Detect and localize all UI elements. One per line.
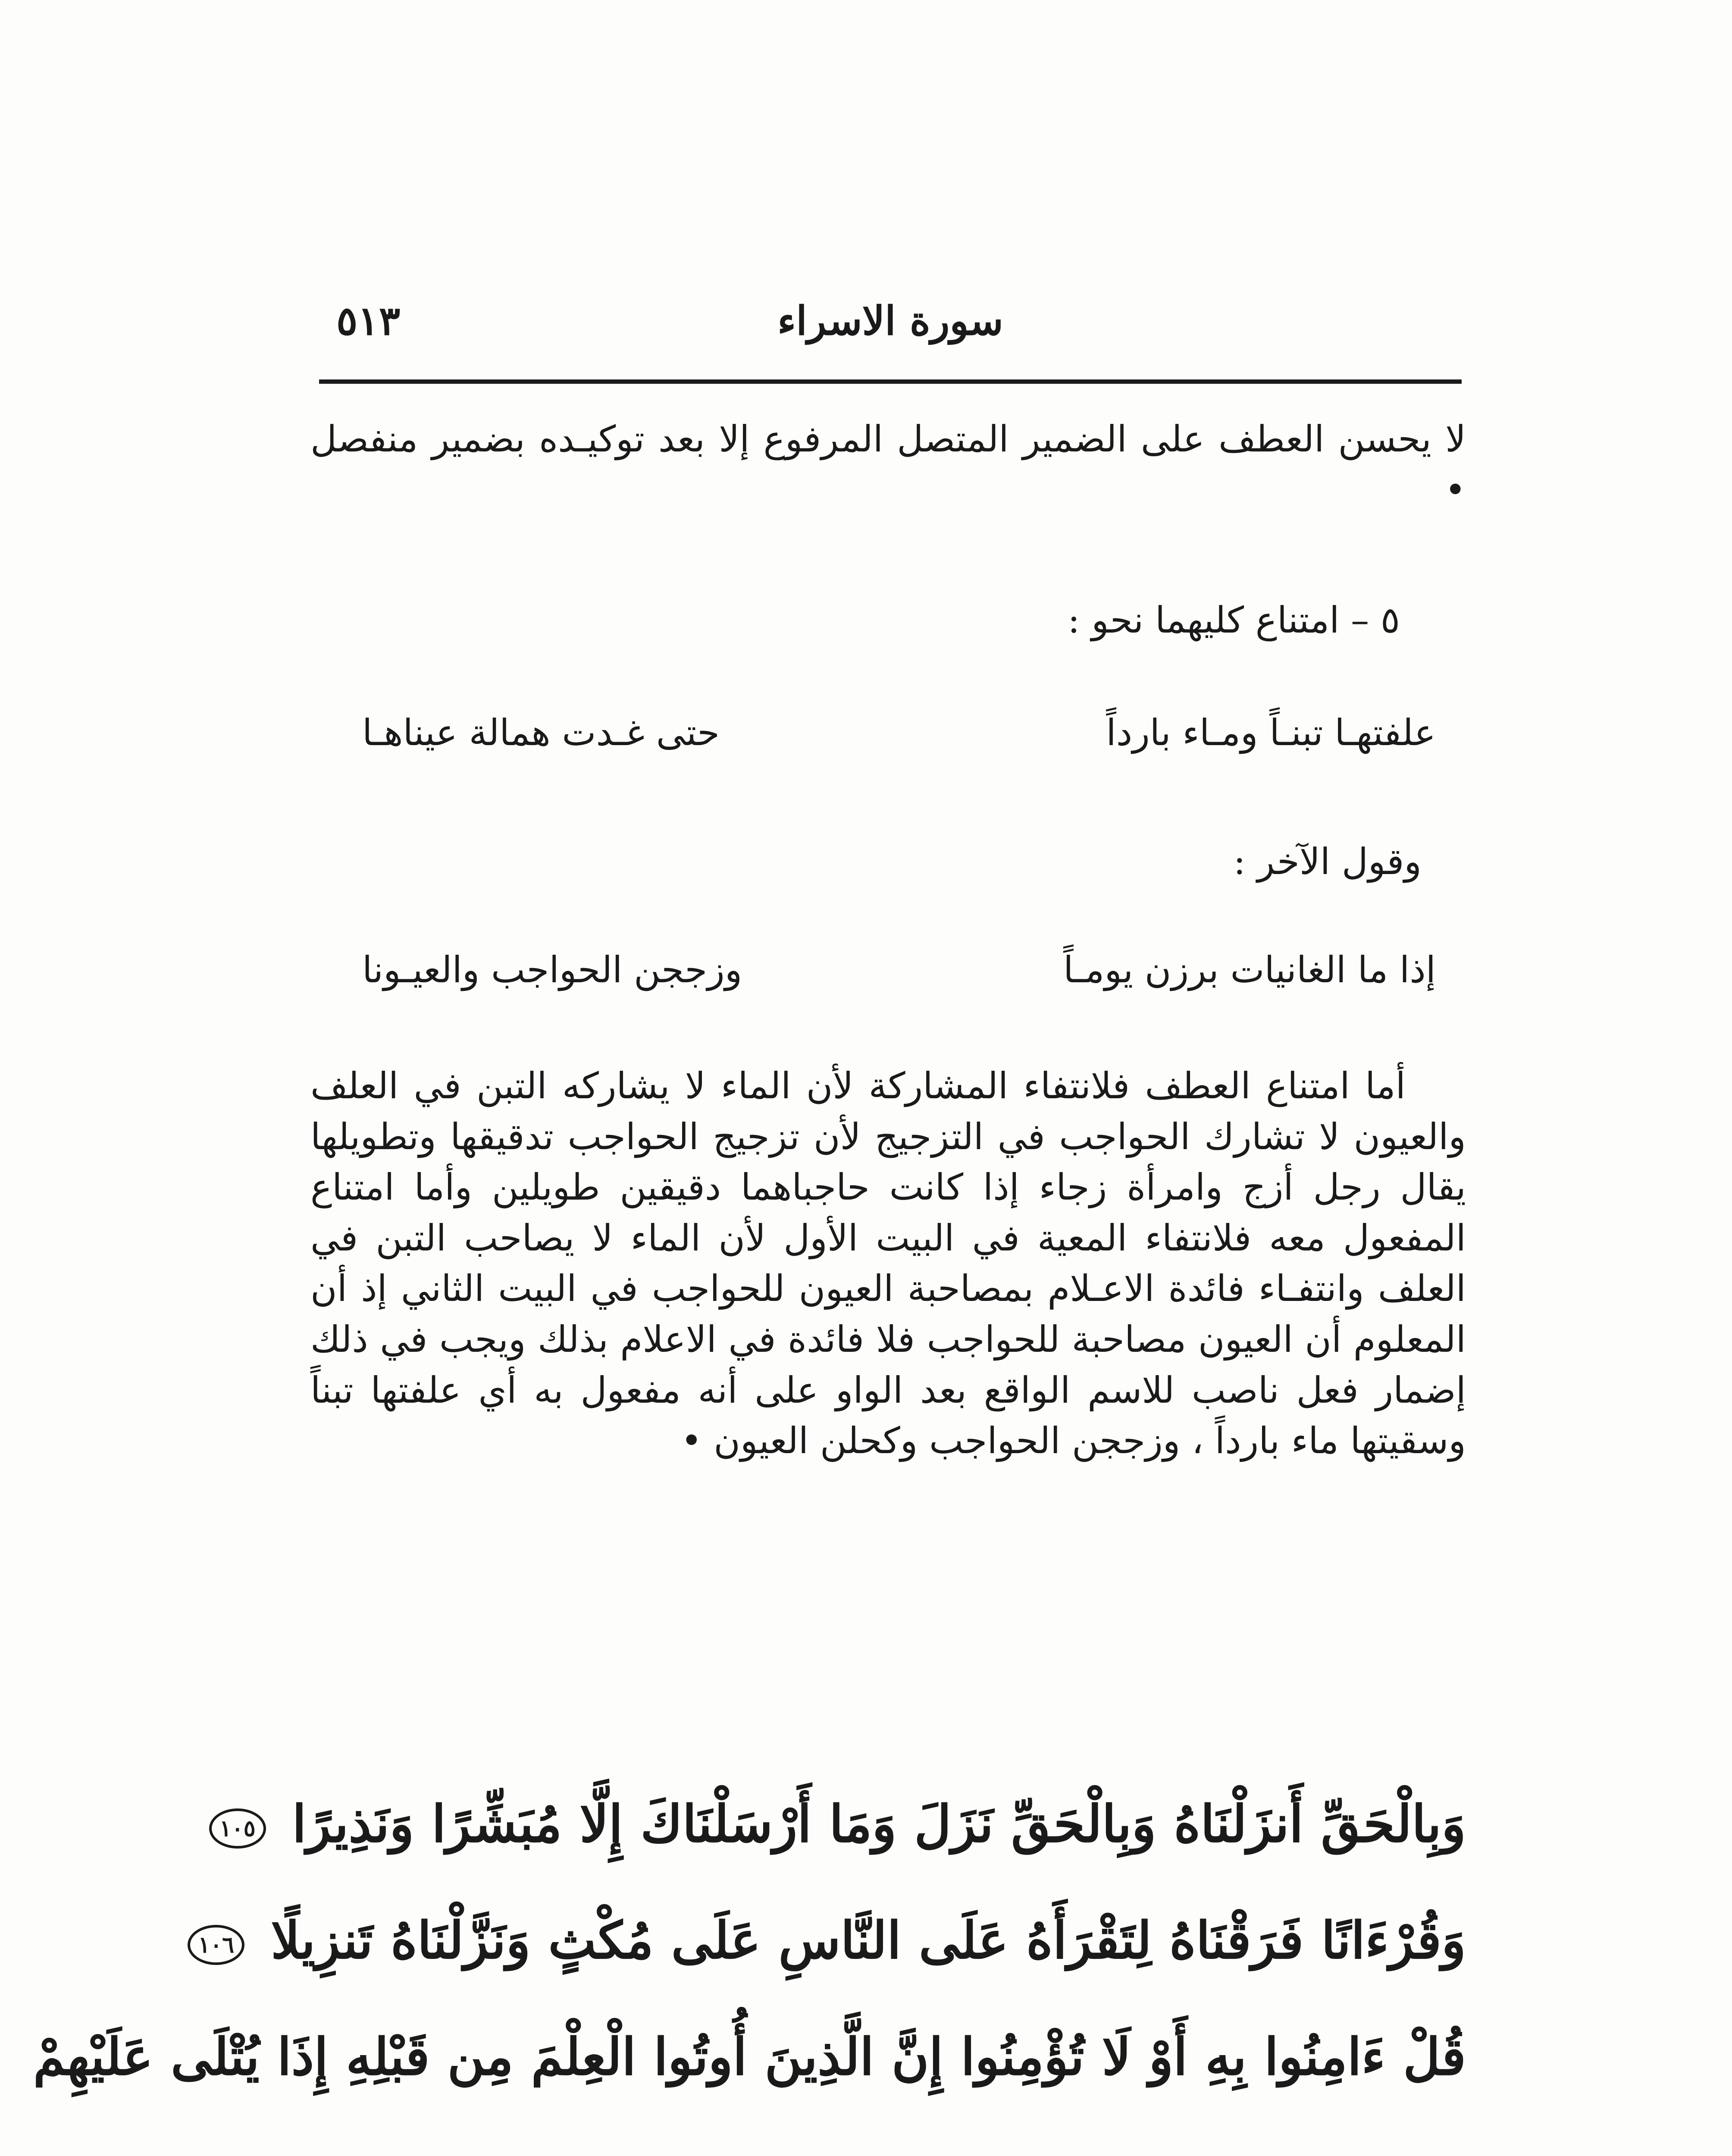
poetry-verse-1 xyxy=(336,711,1436,772)
paragraph-3: وقول الآخر : xyxy=(1233,840,1422,883)
paragraph-4 xyxy=(310,1061,1466,1467)
paragraph-2: ٥ – امتناع كليهما نحو : xyxy=(1068,599,1400,641)
verse-2-first-hemistich: إذا ما الغانيات برزن يومـاً xyxy=(1063,949,1436,991)
quran-line-2-text: وَقُرْءَانًا فَرَقْنَاهُ لِتَقْرَأَهُ عَلَى النَّاسِ عَلَى مُكْثٍ وَنَزَّلْنَاهُ تَنزِيلًا xyxy=(271,1910,1466,1970)
verse-1-first-hemistich: علفتهـا تبنـاً ومـاء بارداً xyxy=(1106,711,1436,754)
paragraph-4-text: أما امتناع العطف فلانتفاء المشاركة لأن الماء لا يشاركه التبن في العلف والعيون لا تشارك الحواجب في التزجيج لأن تزجيج الحواجب تدقيقها وتطويلها يقال رجل أزج وامرأة زجاء إذا كانت حاجباهما دقيقين طويلين وأما امتناع المفعول معه فلانتفاء المعية في البيت الأول لأن الماء لا يصاحب التبن في العلف وانتفـاء فائدة الاعـلام بمصاحبة العيون للحواجب في البيت الثاني إذ أن المعلوم أن العيون مصاحبة للحواجب فلا فائدة في الاعلام بذلك ويجب في ذلك إضمار فعل ناصب للاسم الواقع بعد الواو على أنه مفعول به أي علفتها تبناً وسقيتها ماء بارداً ، وزججن الحواجب وكحلن العيون • xyxy=(310,1065,1466,1462)
quran-line-1 xyxy=(219,1794,1466,1880)
ayah-number-106: ١٠٦ xyxy=(188,1925,244,1965)
page-number: ٥١٣ xyxy=(336,298,401,344)
header-rule xyxy=(319,379,1462,384)
verse-2-second-hemistich: وزججن الحواجب والعيـونا xyxy=(362,949,742,991)
quran-line-3 xyxy=(33,2027,1466,2113)
verse-1-second-hemistich: حتى غـدت همالة عيناهـا xyxy=(362,711,720,754)
quran-line-3-text: قُلْ ءَامِنُوا بِهِ أَوْ لَا تُؤْمِنُوا إِنَّ الَّذِينَ أُوتُوا الْعِلْمَ مِن قَبْلِهِ إِذَا يُتْلَى عَلَيْهِمْ xyxy=(33,2027,1466,2087)
ayah-number-105: ١٠٥ xyxy=(209,1808,266,1849)
surah-title: سورة الاسراء xyxy=(777,298,1003,344)
paragraph-1: لا يحسن العطف على الضمير المتصل المرفوع إلا بعد توكيـده بضمير منفصل • xyxy=(310,418,1466,511)
quran-line-1-text: وَبِالْحَقِّ أَنزَلْنَاهُ وَبِالْحَقِّ نَزَلَ وَمَا أَرْسَلْنَاكَ إِلَّا مُبَشِّرًا وَنَذِيرًا xyxy=(292,1794,1466,1854)
quran-line-2 xyxy=(198,1910,1466,1996)
poetry-verse-2 xyxy=(336,949,1436,1009)
page-header xyxy=(319,298,1462,358)
